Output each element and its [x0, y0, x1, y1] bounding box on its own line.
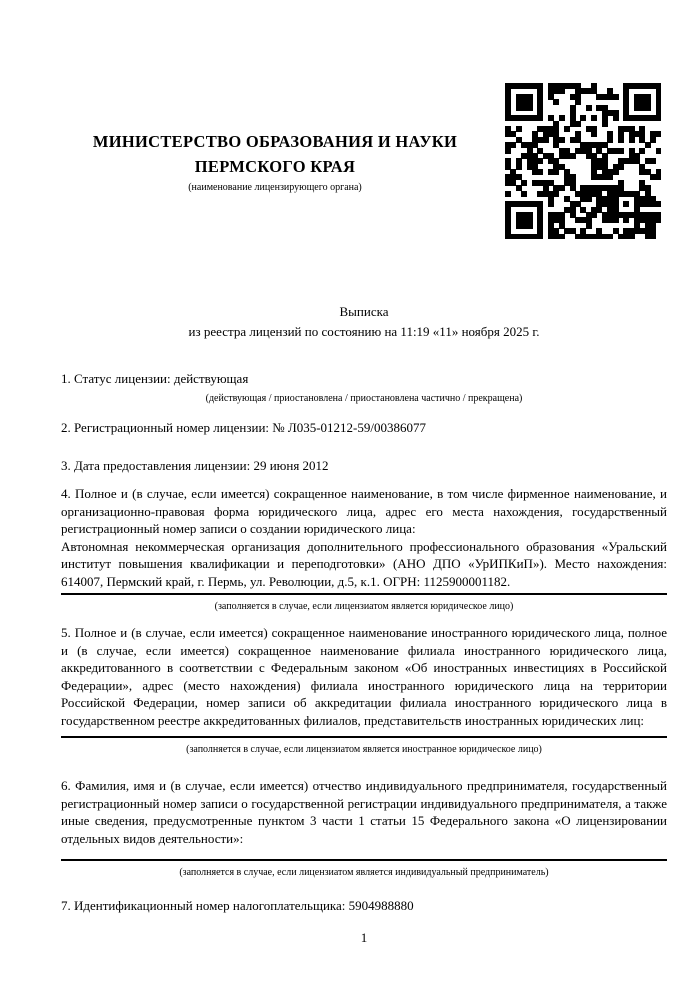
registration-number-line: 2. Регистрационный номер лицензии: № Л035-01212-59/00386077 [61, 420, 427, 435]
licensing-authority-header [50, 129, 500, 195]
foreign-entity-note: (заполняется в случае, если лицензиатом является иностранное юридическое лицо) [186, 744, 542, 755]
qr-code-icon [505, 83, 661, 239]
extract-subtitle: из реестра лицензий по состоянию на 11:19 «11» ноября 2025 г. [188, 323, 540, 339]
status-options-note: (действующая / приостановлена / приостановлена частично / прекращена) [205, 393, 523, 404]
foreign-entity-fill-rule [61, 736, 667, 738]
ministry-name-line2: ПЕРМСКОГО КРАЯ [194, 157, 356, 176]
document-title [61, 302, 667, 341]
legal-entity-value: Автономная некоммерческая организация дополнительного профессионального образования «Уральский институт повышения квалификации и переподготовки» (АНО ДПО «УрИПКиП»). Место нахождения: 614007, Пермский край, г. Пермь, ул. Революции, д.5, к.1. ОГРН: 1125900001182. [61, 538, 667, 589]
license-status-line: 1. Статус лицензии: действующая [61, 371, 249, 386]
ministry-note: (наименование лицензирующего органа) [188, 182, 362, 193]
legal-entity-label: 4. Полное и (в случае, если имеется) сокращенное наименование, в том числе фирменное наименование, и организационно-правовая форма юридического лица, адрес его места нахождения, государственный регистрационный номер записи о создании юридического лица: [61, 486, 667, 536]
entrepreneur-label: 6. Фамилия, имя и (в случае, если имеется) отчество индивидуального предпринимателя, государственный регистрационный номер записи о государственной регистрации индивидуального предпринимателя, а также иные сведения, предусмотренные пунктом 3 части 1 статьи 15 Федерального закона «О лицензировании отдельных видов деятельности»: [61, 778, 667, 846]
legal-entity-note: (заполняется в случае, если лицензиатом является юридическое лицо) [214, 601, 514, 612]
legal-entity-fill-rule [61, 593, 667, 595]
legal-entity-section [61, 485, 667, 590]
extract-title: Выписка [339, 304, 389, 319]
entrepreneur-fill-rule [61, 859, 667, 861]
page-number: 1 [360, 930, 368, 945]
entrepreneur-note: (заполняется в случае, если лицензиатом является индивидуальный предприниматель) [179, 867, 549, 878]
taxpayer-id-line: 7. Идентификационный номер налогоплательщика: 5904988880 [61, 898, 414, 913]
license-date-line: 3. Дата предоставления лицензии: 29 июня 2012 [61, 458, 329, 473]
foreign-entity-label: 5. Полное и (в случае, если имеется) сокращенное наименование иностранного юридического лица, полное и (в случае, если имеется) сокращенное наименование филиала иностранного юридического лица, аккредитованного в соответствии с Федеральным законом «Об иностранных инвестициях в Российской Федерации», адрес (место нахождения) филиала иностранного юридического лица на территории Российской Федерации, номер записи об аккредитации филиала иностранного юридического лица в государственном реестре аккредитованных филиалов, представительств иностранных юридических лиц: [61, 625, 667, 728]
ministry-name-line1: МИНИСТЕРСТВО ОБРАЗОВАНИЯ И НАУКИ [92, 132, 458, 151]
